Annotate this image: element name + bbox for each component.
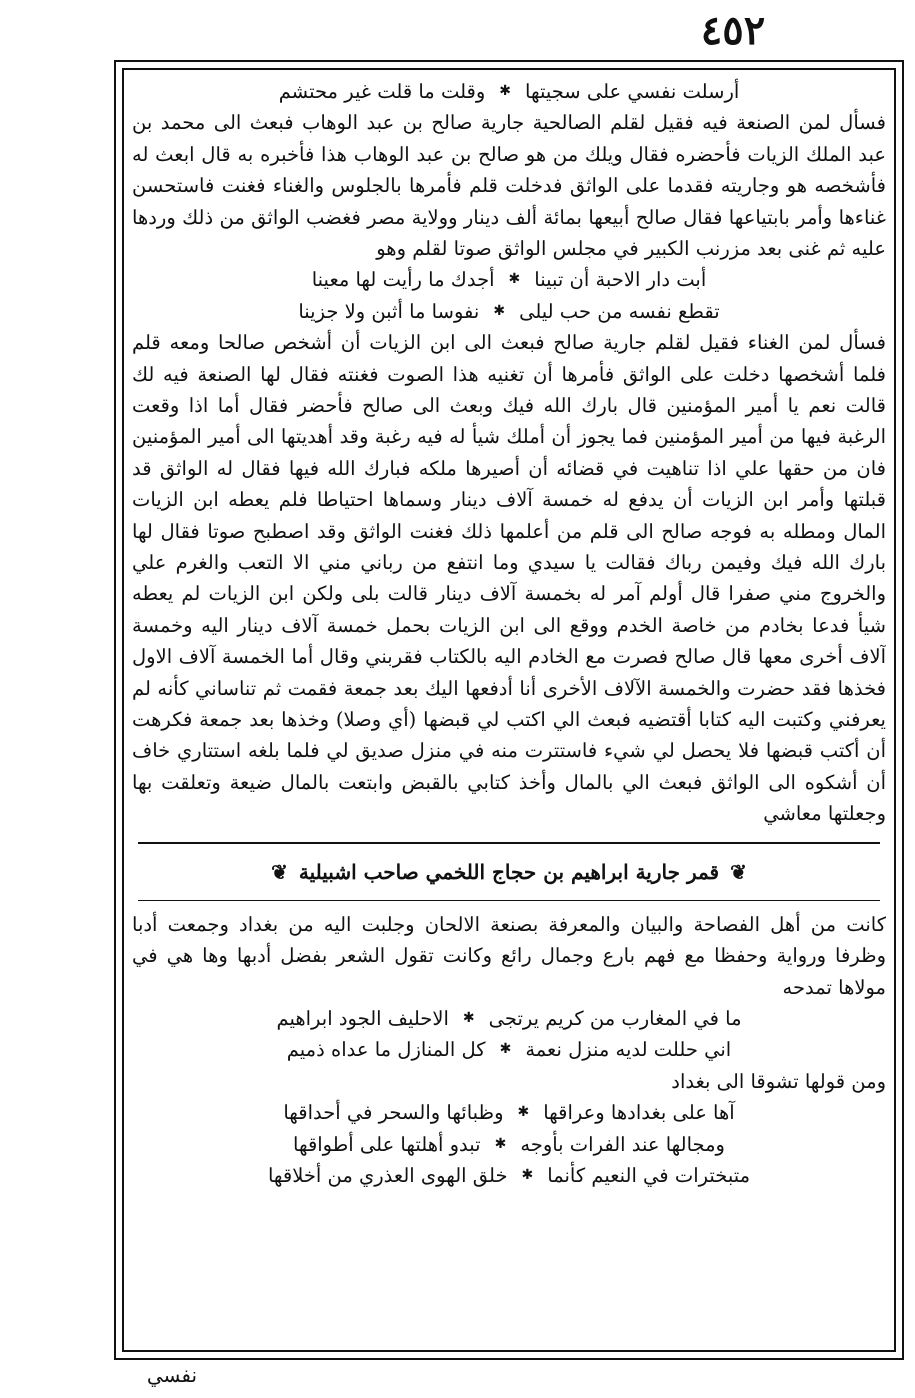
verse-hemistich-second: تبدو أهلتها على أطواقها: [293, 1132, 481, 1156]
verse-hemistich-first: تقطع نفسه من حب ليلى: [519, 299, 720, 323]
verse-hemistich-second: الاحليف الجود ابراهيم: [276, 1006, 449, 1030]
verse-hemistich-first: أبت دار الاحبة أن تبينا: [534, 268, 707, 292]
verse-hemistich-first: ومجالها عند الفرات بأوجه: [520, 1132, 725, 1156]
verse-hemistich-second: وظبائها والسحر في أحداقها: [283, 1101, 504, 1125]
verse-separator-star: ✱: [521, 1166, 534, 1183]
section-divider: [138, 900, 880, 901]
verse-line: [132, 1034, 886, 1065]
verse-hemistich-second: خلق الهوى العذري من أخلاقها: [267, 1163, 508, 1187]
verse-line: [132, 1129, 886, 1160]
verse-hemistich-first: اني حللت لديه منزل نعمة: [525, 1038, 732, 1062]
page-content: [132, 76, 886, 1346]
verse-line: [132, 264, 886, 295]
paragraph-qamar: كانت من أهل الفصاحة والبيان والمعرفة بصنعة الالحان وجلبت اليه من بغداد وجمعت أدبا وظرفا ورواية وحفظا مع فهم بارع وجمال رائع وكانت تقول الشعر بفضل أدبها وها هي في مولاها تمدحه: [132, 912, 886, 999]
verse-separator-star: ✱: [493, 302, 506, 319]
verse-hemistich-second: كل المنازل ما عداه ذميم: [286, 1038, 486, 1062]
verse-hemistich-second: نفوسا ما أثبن ولا جزينا: [298, 299, 480, 323]
paragraph-qalam-2: فسأل لمن الغناء فقيل لقلم جارية صالح فبعث الى ابن الزيات أن أشخص صالحا ومعه قلم فلما أشخصها دخلت على الواثق فأمرها أن تغنيه هذا الصوت فغنته فقال لها الصنعة فيه لك قالت نعم يا أمير المؤمنين قال بارك الله فيك وبعث الى صالح فأحضر فقال أما اذا وقعت الرغبة فيها من أمير المؤمنين فما يجوز أن أملك شيأ له فيه رغبة وقد أهديتها الى أمير المؤمنين فان من حقها علي اذا تناهيت في قضائه أن أصيرها ملكه فبارك الله فيها فقال له الواثق قد قبلتها وأمر ابن الزيات أن يدفع له خمسة آلاف دينار وسماها احتياطا فلم يعطه ابن الزيات المال ومطله به فوجه صالح الى قلم من أعلمها ذلك فغنت الواثق وقد اصطبح صوتا فقال لها بارك الله فيك وفيمن رباك فقالت يا سيدي وما انتفع من رباني مني الا التعب والغرم علي والخروج مني صفرا قال أولم آمر له بخمسة آلاف دينار قالت بلى ولكن ابن الزيات لم يعطه شيأ فدعا بخادم من خاصة الخدم ووقع الى ابن الزيات بحمل خمسة آلاف دينار اليه وخمسة آلاف أخرى معها قال صالح فصرت مع الخادم اليه بالكتاب فقربني وقال أما الخمسة آلاف الاول فخذها فقد حضرت والخمسة الآلاف الأخرى أنا أدفعها اليك بعد جمعة فقمت ثم تناساني كأنه لم يعرفني وكتبت اليه كتابا أقتضيه فبعث الي اكتب لي قبضها (أي وصلا) وخذها بعد جمعة فكرهت أن أكتب قبضها فلا يحصل لي شيء فاستترت منه في منزل صديق لي فلما بلغه استتاري خاف أن أشكوه الى الواثق فبعث الي بالمال وأخذ كتابي بالقبض وابتعت بالمال ضيعة وتعلقت بها وجعلتها معاشي: [132, 331, 886, 826]
verse-separator-star: ✱: [508, 271, 521, 288]
verse-line: [132, 1097, 886, 1128]
verse-hemistich-first: آها على بغدادها وعراقها: [543, 1101, 735, 1125]
verse-hemistich-first: ما في المغارب من كريم يرتجى: [488, 1006, 742, 1030]
verse-line: [132, 1160, 886, 1191]
verse-hemistich-second: وقلت ما قلت غير محتشم: [278, 80, 486, 103]
opening-verse: [132, 76, 886, 107]
verse-separator-star: ✱: [517, 1104, 530, 1121]
catchword: نفسي: [146, 1363, 198, 1387]
verse-hemistich-first: متبخترات في النعيم كأنما: [547, 1163, 751, 1187]
verse-line: [132, 1003, 886, 1034]
ornament-icon: ❦: [271, 859, 288, 884]
verse-separator-star: ✱: [462, 1009, 475, 1026]
section-divider: [138, 842, 880, 844]
section-title: [132, 854, 886, 890]
page-number: ٤٥٢: [700, 7, 766, 54]
verse-separator-star: ✱: [494, 1135, 507, 1152]
verse-separator-star: ✱: [499, 83, 512, 99]
verse-separator-star: ✱: [499, 1041, 512, 1058]
verse-intro: ومن قولها تشوقا الى بغداد: [671, 1069, 886, 1093]
ornament-icon: ❦: [730, 859, 747, 884]
verse-line: [132, 296, 886, 327]
section-title-text: قمر جارية ابراهيم بن حجاج اللخمي صاحب اشبيلية: [298, 859, 720, 884]
verse-hemistich-first: أرسلت نفسي على سجيتها: [525, 80, 740, 103]
verse-hemistich-second: أجدك ما رأيت لها معينا: [311, 268, 495, 292]
paragraph-qalam-1: فسأل لمن الصنعة فيه فقيل لقلم الصالحية جارية صالح بن عبد الوهاب فبعث الى محمد بن عبد الملك الزيات فأحضره فقال ويلك من هو صالح بن عبد الوهاب هذا فأخبره به قال ابعث له فأشخصه هو وجاريته فقدما على الواثق فدخلت قلم فأمرها بالجلوس والغناء فغنت فاستحسن غناءها وأمر بابتياعها فقال صالح أبيعها بمائة ألف دينار وولاية مصر فغضب الواثق من ذلك وردها عليه ثم غنى بعد مزرنب الكبير في مجلس الواثق صوتا لقلم وهو: [132, 111, 886, 261]
